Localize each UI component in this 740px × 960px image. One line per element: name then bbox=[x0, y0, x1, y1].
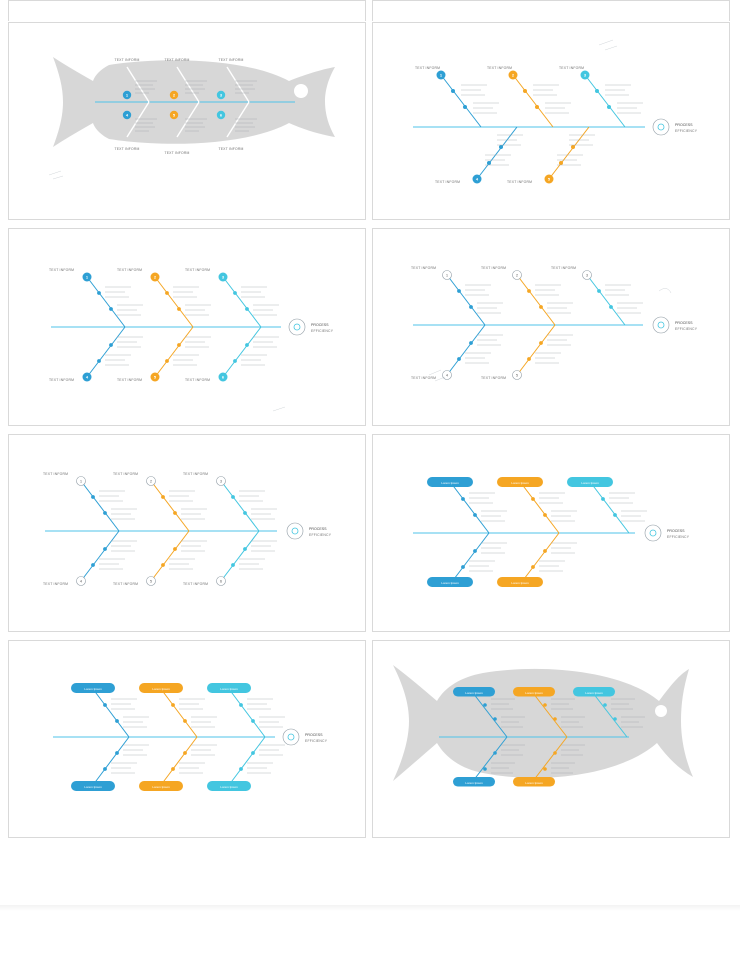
capsule-label: Lorem Ipsum bbox=[220, 687, 238, 691]
page-bottom-margin bbox=[0, 905, 740, 960]
node-number: 5 bbox=[153, 374, 157, 380]
result-title: PROCESS bbox=[309, 527, 327, 531]
result-icon bbox=[653, 317, 669, 333]
branch-label-bottom-1: TEXT INFORM bbox=[49, 378, 75, 382]
branch-label-top-2: TEXT INFORM bbox=[481, 266, 507, 270]
slide-4-fishbone-outline-nodes[interactable] bbox=[372, 228, 730, 426]
slide-2-fishbone-colored-nodes[interactable] bbox=[372, 22, 730, 220]
node-number: 6 bbox=[221, 374, 225, 380]
capsule-bottom-2[interactable] bbox=[513, 777, 555, 787]
capsule-top-1[interactable] bbox=[71, 683, 115, 693]
node-number: 6 bbox=[219, 112, 223, 118]
result-icon bbox=[289, 319, 305, 335]
slide-3-fishbone-six-branch[interactable] bbox=[8, 228, 366, 426]
capsule-top-2[interactable] bbox=[139, 683, 183, 693]
node-number: 1 bbox=[85, 274, 89, 280]
result-subtitle: EFFICIENCY bbox=[667, 535, 690, 539]
node-number: 4 bbox=[125, 112, 129, 118]
branch-label-top-3: TEXT INFORM bbox=[559, 66, 585, 70]
branch-label-bottom-2: TEXT INFORM bbox=[164, 151, 190, 155]
node-number: 1 bbox=[446, 273, 448, 278]
result-subtitle: EFFICIENCY bbox=[675, 129, 698, 133]
capsule-label: Lorem Ipsum bbox=[152, 687, 170, 691]
branch-label-top-3: TEXT INFORM bbox=[218, 58, 244, 62]
result-icon bbox=[653, 119, 669, 135]
node-number: 3 bbox=[221, 274, 225, 280]
branch-label-bottom-1: TEXT INFORM bbox=[411, 376, 437, 380]
capsule-label: Lorem Ipsum bbox=[220, 785, 238, 789]
node-number: 4 bbox=[446, 373, 448, 378]
branch-label-bottom-1: TEXT INFORM bbox=[43, 582, 69, 586]
capsule-label: Lorem Ipsum bbox=[152, 785, 170, 789]
capsule-label: Lorem Ipsum bbox=[441, 581, 459, 585]
capsule-top-3[interactable] bbox=[573, 687, 615, 697]
capsule-label: Lorem Ipsum bbox=[581, 481, 599, 485]
result-title: PROCESS bbox=[667, 529, 685, 533]
node-number: 5 bbox=[516, 373, 518, 378]
node-number: 1 bbox=[439, 72, 443, 78]
capsule-label: Lorem Ipsum bbox=[441, 481, 459, 485]
capsule-bottom-1[interactable] bbox=[427, 577, 473, 587]
branch-label-top-3: TEXT INFORM bbox=[551, 266, 577, 270]
node-number: 6 bbox=[220, 579, 222, 584]
node-number: 2 bbox=[516, 273, 518, 278]
branch-label-bottom-2: TEXT INFORM bbox=[117, 378, 143, 382]
result-title: PROCESS bbox=[305, 733, 323, 737]
capsule-top-2[interactable] bbox=[513, 687, 555, 697]
branch-label-bottom-2: TEXT INFORM bbox=[507, 180, 533, 184]
capsule-bottom-3[interactable] bbox=[207, 781, 251, 791]
node-number: 2 bbox=[150, 479, 152, 484]
branch-label-top-1: TEXT INFORM bbox=[415, 66, 441, 70]
slide-8-fish-silhouette-capsules[interactable] bbox=[372, 640, 730, 838]
slide-6-fishbone-capsule-labels[interactable] bbox=[372, 434, 730, 632]
capsule-bottom-2[interactable] bbox=[497, 577, 543, 587]
capsule-top-3[interactable] bbox=[207, 683, 251, 693]
node-number: 4 bbox=[85, 374, 89, 380]
result-title: PROCESS bbox=[311, 323, 329, 327]
capsule-top-3[interactable] bbox=[567, 477, 613, 487]
capsule-bottom-2[interactable] bbox=[139, 781, 183, 791]
slide-1-fish-silhouette-fishbone[interactable] bbox=[8, 22, 366, 220]
branch-label-top-2: TEXT INFORM bbox=[164, 58, 190, 62]
branch-label-top-2: TEXT INFORM bbox=[117, 268, 143, 272]
node-number: 4 bbox=[80, 579, 82, 584]
node-number: 3 bbox=[583, 72, 587, 78]
node-number: 2 bbox=[153, 274, 157, 280]
node-number: 4 bbox=[475, 176, 479, 182]
capsule-label: Lorem Ipsum bbox=[84, 785, 102, 789]
branch-label-bottom-1: TEXT INFORM bbox=[435, 180, 461, 184]
node-number: 3 bbox=[220, 479, 222, 484]
node-number: 2 bbox=[172, 92, 176, 98]
node-number: 5 bbox=[172, 112, 176, 118]
slide-7-fishbone-capsule-full[interactable] bbox=[8, 640, 366, 838]
result-subtitle: EFFICIENCY bbox=[309, 533, 332, 537]
node-number: 2 bbox=[511, 72, 515, 78]
capsule-label: Lorem Ipsum bbox=[84, 687, 102, 691]
branch-label-bottom-3: TEXT INFORM bbox=[185, 378, 211, 382]
branch-label-bottom-2: TEXT INFORM bbox=[481, 376, 507, 380]
result-icon bbox=[645, 525, 661, 541]
node-number: 3 bbox=[219, 92, 223, 98]
capsule-top-2[interactable] bbox=[497, 477, 543, 487]
result-icon bbox=[283, 729, 299, 745]
branch-label-top-1: TEXT INFORM bbox=[114, 58, 140, 62]
capsule-label: Lorem Ipsum bbox=[465, 781, 483, 785]
result-title: PROCESS bbox=[675, 123, 693, 127]
branch-label-top-1: TEXT INFORM bbox=[43, 472, 69, 476]
capsule-label: Lorem Ipsum bbox=[585, 691, 603, 695]
node-number: 1 bbox=[125, 92, 129, 98]
capsule-label: Lorem Ipsum bbox=[525, 781, 543, 785]
branch-label-bottom-3: TEXT INFORM bbox=[183, 582, 209, 586]
branch-label-top-1: TEXT INFORM bbox=[411, 266, 437, 270]
node-number: 1 bbox=[80, 479, 82, 484]
node-number: 5 bbox=[547, 176, 551, 182]
branch-label-top-2: TEXT INFORM bbox=[487, 66, 513, 70]
branch-label-top-3: TEXT INFORM bbox=[183, 472, 209, 476]
result-subtitle: EFFICIENCY bbox=[305, 739, 328, 743]
capsule-bottom-1[interactable] bbox=[453, 777, 495, 787]
branch-label-bottom-2: TEXT INFORM bbox=[113, 582, 139, 586]
result-title: PROCESS bbox=[675, 321, 693, 325]
node-number: 3 bbox=[586, 273, 588, 278]
capsule-label: Lorem Ipsum bbox=[511, 481, 529, 485]
result-subtitle: EFFICIENCY bbox=[311, 329, 334, 333]
capsule-label: Lorem Ipsum bbox=[465, 691, 483, 695]
slide-5-fishbone-light-nodes[interactable] bbox=[8, 434, 366, 632]
branch-label-bottom-1: TEXT INFORM bbox=[114, 147, 140, 151]
node-number: 5 bbox=[150, 579, 152, 584]
capsule-label: Lorem Ipsum bbox=[511, 581, 529, 585]
capsule-top-1[interactable] bbox=[453, 687, 495, 697]
result-subtitle: EFFICIENCY bbox=[675, 327, 698, 331]
branch-label-top-3: TEXT INFORM bbox=[185, 268, 211, 272]
result-icon bbox=[287, 523, 303, 539]
branch-label-bottom-3: TEXT INFORM bbox=[218, 147, 244, 151]
branch-label-top-2: TEXT INFORM bbox=[113, 472, 139, 476]
branch-label-top-1: TEXT INFORM bbox=[49, 268, 75, 272]
capsule-bottom-1[interactable] bbox=[71, 781, 115, 791]
capsule-label: Lorem Ipsum bbox=[525, 691, 543, 695]
capsule-top-1[interactable] bbox=[427, 477, 473, 487]
